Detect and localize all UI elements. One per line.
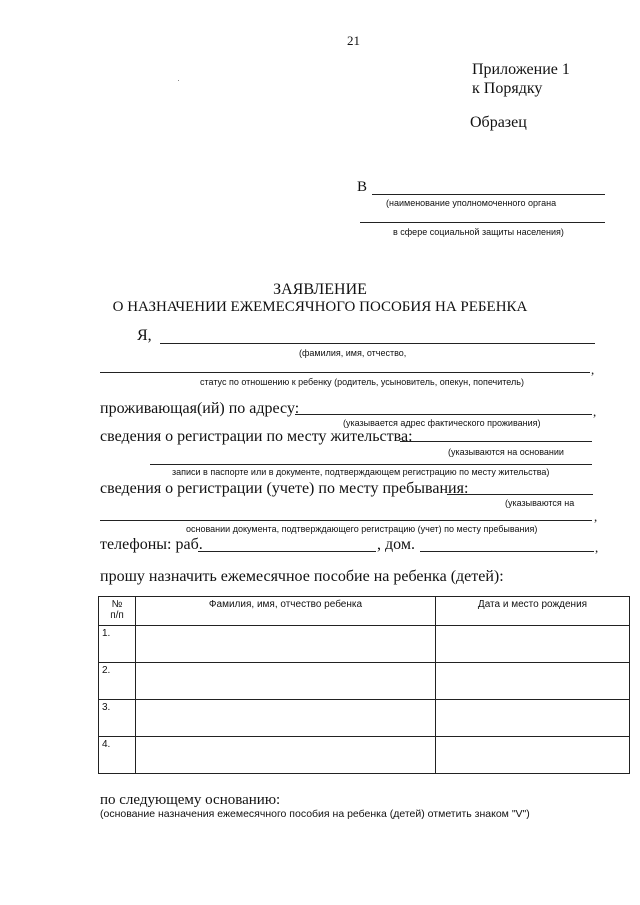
reg-stay-label: сведения о регистрации (учете) по месту пребывания: — [100, 480, 469, 497]
children-table — [98, 596, 630, 774]
status-hint: статус по отношению к ребенку (родитель, усыновитель, опекун, попечитель) — [200, 377, 524, 387]
addressee-hint-2: в сфере социальной защиты населения) — [393, 227, 564, 237]
address-hint: (указывается адрес фактического проживания) — [343, 418, 541, 428]
birth-info-cell[interactable] — [436, 700, 630, 737]
status-comma: , — [591, 362, 595, 377]
table-row — [99, 700, 630, 737]
table-header-row — [99, 597, 630, 626]
basis-hint: (основание назначения ежемесячного пособия на ребенка (детей) отметить знаком "V") — [100, 808, 530, 820]
addressee-field-line[interactable] — [372, 194, 605, 195]
sample-label: Образец — [470, 114, 527, 131]
child-name-cell[interactable] — [136, 663, 436, 700]
row-number: 2. — [99, 663, 136, 700]
home-phone-label: , дом. — [377, 536, 415, 553]
col-header-child-name: Фамилия, имя, отчество ребенка — [136, 597, 436, 626]
reg-residence-label: сведения о регистрации по месту жительства: — [100, 428, 413, 445]
order-label: к Порядку — [472, 80, 543, 97]
child-name-cell[interactable] — [136, 626, 436, 663]
reg-stay-hint-a: (указываются на — [505, 498, 575, 508]
home-phone-field-line[interactable] — [420, 551, 594, 552]
table-row — [99, 737, 630, 774]
reg-stay-comma: , — [594, 509, 598, 524]
child-name-cell[interactable] — [136, 700, 436, 737]
request-text: прошу назначить ежемесячное пособие на ребенка (детей): — [100, 568, 504, 585]
reg-stay-field-line-2[interactable] — [100, 520, 592, 521]
phones-comma: , — [595, 540, 599, 555]
basis-label: по следующему основанию: — [100, 792, 281, 808]
reg-stay-hint-b: основании документа, подтверждающего регистрацию (учет) по месту пребывания) — [186, 524, 538, 534]
document-title: ЗАЯВЛЕНИЕ — [273, 281, 367, 298]
reg-residence-field-line-2[interactable] — [150, 464, 592, 465]
work-phone-field-line[interactable] — [198, 551, 376, 552]
reg-residence-hint-b: записи в паспорте или в документе, подтверждающем регистрацию по месту жительства) — [172, 467, 550, 477]
addressee-hint-1: (наименование уполномоченного органа — [386, 198, 557, 208]
address-label: проживающая(ий) по адресу: — [100, 400, 300, 417]
phones-label: телефоны: раб. — [100, 536, 203, 553]
reg-residence-field-line[interactable] — [400, 441, 592, 442]
table-row — [99, 626, 630, 663]
reg-stay-field-line[interactable] — [447, 494, 593, 495]
fio-hint: (фамилия, имя, отчество, — [299, 348, 407, 358]
col-header-birth-info: Дата и место рождения — [436, 597, 630, 626]
addressee-field-line-2[interactable] — [360, 222, 605, 223]
addressee-prefix: В — [357, 179, 368, 195]
fio-field-line[interactable] — [160, 343, 595, 344]
document-subtitle: О НАЗНАЧЕНИИ ЕЖЕМЕСЯЧНОГО ПОСОБИЯ НА РЕБЕНКА — [112, 299, 528, 315]
i-label: Я, — [137, 327, 152, 344]
appendix-label: Приложение 1 — [472, 61, 570, 78]
birth-info-cell[interactable] — [436, 737, 630, 774]
child-name-cell[interactable] — [136, 737, 436, 774]
page-number: 21 — [347, 33, 360, 48]
row-number: 4. — [99, 737, 136, 774]
address-field-line[interactable] — [295, 414, 592, 415]
birth-info-cell[interactable] — [436, 663, 630, 700]
col-header-number: № п/п — [99, 597, 136, 626]
row-number: 1. — [99, 626, 136, 663]
scan-speck — [178, 80, 179, 81]
address-comma: , — [593, 404, 597, 419]
table-row — [99, 663, 630, 700]
birth-info-cell[interactable] — [436, 626, 630, 663]
reg-residence-hint-a: (указываются на основании — [448, 447, 564, 457]
row-number: 3. — [99, 700, 136, 737]
status-field-line[interactable] — [100, 372, 590, 373]
